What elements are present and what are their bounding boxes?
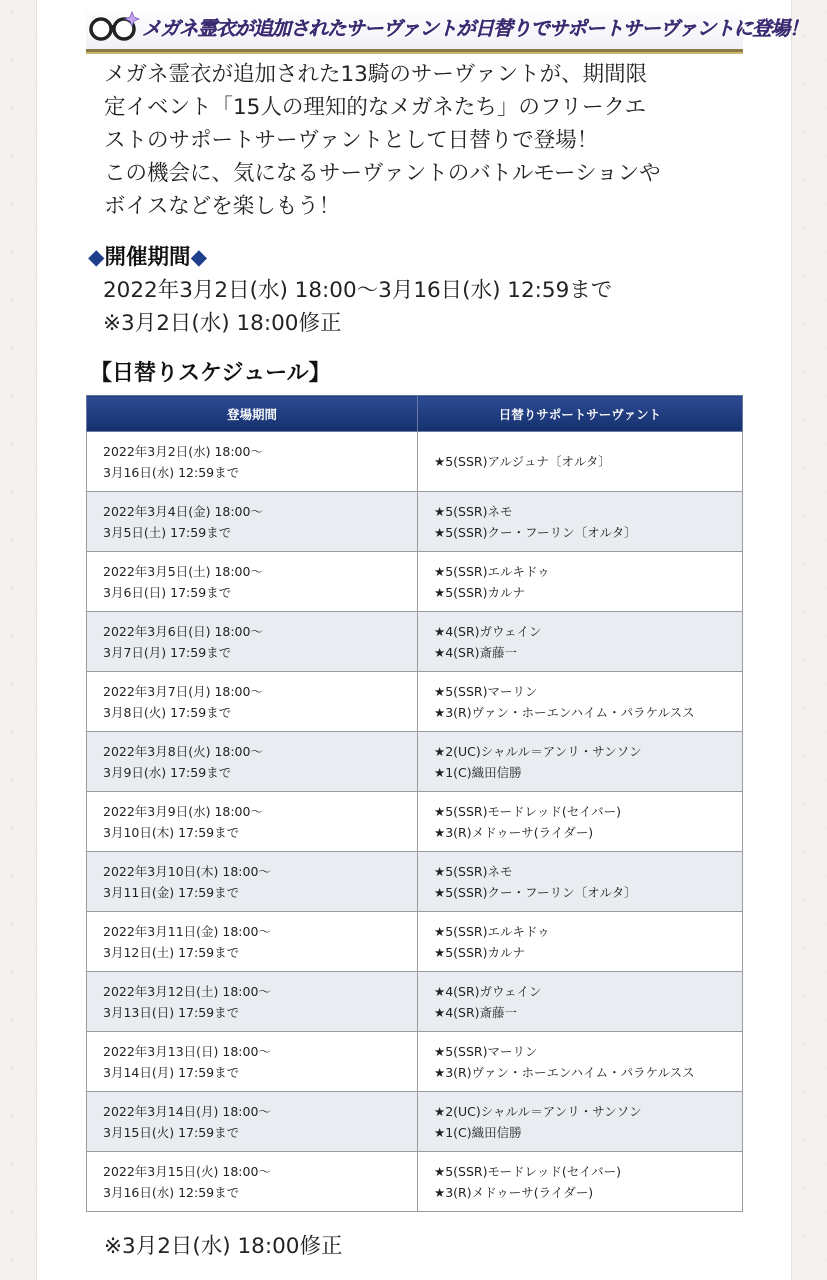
- servant-name: ★5(SSR)カルナ: [434, 944, 525, 960]
- period-cell: [87, 672, 418, 732]
- period-start: 2022年3月13日(日) 18:00～: [103, 1043, 271, 1059]
- servant-cell: [418, 612, 743, 672]
- table-row: [87, 852, 743, 912]
- table-row: [87, 732, 743, 792]
- servant-cell: [418, 552, 743, 612]
- diamond-icon: ◆: [88, 245, 105, 270]
- period-cell: [87, 852, 418, 912]
- servant-name: ★5(SSR)モードレッド(セイバー): [434, 1163, 621, 1179]
- period-heading: [88, 240, 207, 271]
- banner-title: メガネ霊衣が追加されたサーヴァントが日替りでサポートサーヴァントに登場！: [142, 17, 808, 40]
- servant-name: ★4(SR)ガウェイン: [434, 983, 542, 999]
- servant-name: ★3(R)メドゥーサ(ライダー): [434, 824, 594, 840]
- period-start: 2022年3月12日(土) 18:00～: [103, 983, 271, 999]
- servant-name: ★5(SSR)マーリン: [434, 683, 538, 699]
- table-row: [87, 1032, 743, 1092]
- table-row: [87, 432, 743, 492]
- servant-name: ★4(SR)斎藤一: [434, 644, 518, 660]
- servant-name: ★5(SSR)ネモ: [434, 863, 513, 879]
- servant-cell: [418, 912, 743, 972]
- servant-name: ★5(SSR)カルナ: [434, 584, 525, 600]
- servant-name: ★4(SR)斎藤一: [434, 1004, 518, 1020]
- period-start: 2022年3月10日(木) 18:00～: [103, 863, 271, 879]
- period-cell: [87, 612, 418, 672]
- intro-line: この機会に、気になるサーヴァントのバトルモーションや: [104, 161, 661, 186]
- period-start: 2022年3月7日(月) 18:00～: [103, 683, 263, 699]
- period-start: 2022年3月11日(金) 18:00～: [103, 923, 271, 939]
- period-end: 3月13日(日) 17:59まで: [103, 1004, 240, 1020]
- servant-name: ★2(UC)シャルル＝アンリ・サンソン: [434, 743, 642, 759]
- servant-name: ★2(UC)シャルル＝アンリ・サンソン: [434, 1103, 642, 1119]
- intro-line: ストのサポートサーヴァントとして日替りで登場！: [104, 128, 599, 153]
- period-start: 2022年3月4日(金) 18:00～: [103, 503, 263, 519]
- servant-name: ★1(C)織田信勝: [434, 1124, 522, 1140]
- intro-line: 定イベント「15人の理知的なメガネたち」のフリークエ: [104, 95, 647, 120]
- servant-name: ★5(SSR)エルキドゥ: [434, 923, 550, 939]
- period-end: 3月16日(水) 12:59まで: [103, 464, 240, 480]
- servant-name: ★5(SSR)クー・フーリン〔オルタ〕: [434, 884, 637, 900]
- servant-cell: [418, 792, 743, 852]
- servant-cell: [418, 972, 743, 1032]
- servant-name: ★5(SSR)クー・フーリン〔オルタ〕: [434, 524, 637, 540]
- intro-line: ボイスなどを楽しもう！: [104, 194, 341, 219]
- table-row: [87, 792, 743, 852]
- servant-name: ★3(R)メドゥーサ(ライダー): [434, 1184, 594, 1200]
- period-start: 2022年3月15日(火) 18:00～: [103, 1163, 271, 1179]
- banner: [86, 5, 808, 52]
- servant-name: ★5(SSR)ネモ: [434, 503, 513, 519]
- servant-cell: [418, 852, 743, 912]
- period-end: 3月16日(水) 12:59まで: [103, 1184, 240, 1200]
- servant-name: ★5(SSR)マーリン: [434, 1043, 538, 1059]
- servant-cell: [418, 672, 743, 732]
- period-end: 3月11日(金) 17:59まで: [103, 884, 240, 900]
- period-heading-label: 開催期間: [104, 245, 191, 270]
- period-end: 3月6日(日) 17:59まで: [103, 584, 232, 600]
- table-header-row: [87, 396, 743, 432]
- period-end: 3月7日(月) 17:59まで: [103, 644, 232, 660]
- table-row: [87, 1152, 743, 1212]
- diamond-icon: ◆: [190, 245, 208, 270]
- servant-name: ★4(SR)ガウェイン: [434, 623, 542, 639]
- period-range: 2022年3月2日(水) 18:00～3月16日(水) 12:59まで: [103, 278, 613, 303]
- table-row: [87, 552, 743, 612]
- servant-name: ★3(R)ヴァン・ホーエンハイム・パラケルスス: [434, 1064, 695, 1080]
- period-note: ※3月2日(水) 18:00修正: [103, 311, 342, 336]
- period-start: 2022年3月8日(火) 18:00～: [103, 743, 263, 759]
- period-start: 2022年3月5日(土) 18:00～: [103, 563, 263, 579]
- period-end: 3月9日(水) 17:59まで: [103, 764, 232, 780]
- servant-cell: [418, 1092, 743, 1152]
- period-cell: [87, 432, 418, 492]
- period-end: 3月8日(火) 17:59まで: [103, 704, 232, 720]
- servant-cell: [418, 732, 743, 792]
- period-cell: [87, 732, 418, 792]
- table-row: [87, 912, 743, 972]
- servant-cell: [418, 1032, 743, 1092]
- servant-name: ★5(SSR)エルキドゥ: [434, 563, 550, 579]
- servant-name: ★1(C)織田信勝: [434, 764, 522, 780]
- period-start: 2022年3月2日(水) 18:00～: [103, 443, 263, 459]
- period-cell: [87, 972, 418, 1032]
- servant-cell: [418, 432, 743, 492]
- period-cell: [87, 792, 418, 852]
- table-row: [87, 612, 743, 672]
- servant-name: ★5(SSR)アルジュナ〔オルタ〕: [434, 454, 611, 469]
- period-start: 2022年3月14日(月) 18:00～: [103, 1103, 271, 1119]
- column-header-period: 登場期間: [87, 396, 418, 432]
- column-header-servant: 日替りサポートサーヴァント: [418, 396, 743, 432]
- period-end: 3月15日(火) 17:59まで: [103, 1124, 240, 1140]
- table-row: [87, 492, 743, 552]
- period-end: 3月14日(月) 17:59まで: [103, 1064, 240, 1080]
- footnote: ※3月2日(水) 18:00修正: [104, 1234, 343, 1259]
- period-end: 3月5日(土) 17:59まで: [103, 524, 232, 540]
- glasses-icon: [86, 7, 142, 47]
- period-end: 3月12日(土) 17:59まで: [103, 944, 240, 960]
- period-cell: [87, 1092, 418, 1152]
- schedule-table: [86, 395, 743, 1212]
- table-row: [87, 672, 743, 732]
- intro-text: [104, 58, 754, 223]
- period-cell: [87, 912, 418, 972]
- period-cell: [87, 1152, 418, 1212]
- servant-cell: [418, 492, 743, 552]
- period-cell: [87, 552, 418, 612]
- intro-line: メガネ霊衣が追加された13騎のサーヴァントが、期間限: [104, 62, 648, 87]
- table-row: [87, 972, 743, 1032]
- servant-cell: [418, 1152, 743, 1212]
- period-end: 3月10日(木) 17:59まで: [103, 824, 240, 840]
- period-details: [103, 274, 612, 340]
- servant-name: ★3(R)ヴァン・ホーエンハイム・パラケルスス: [434, 704, 695, 720]
- table-row: [87, 1092, 743, 1152]
- period-start: 2022年3月6日(日) 18:00～: [103, 623, 263, 639]
- period-cell: [87, 1032, 418, 1092]
- servant-name: ★5(SSR)モードレッド(セイバー): [434, 803, 621, 819]
- period-cell: [87, 492, 418, 552]
- period-start: 2022年3月9日(水) 18:00～: [103, 803, 263, 819]
- schedule-heading: 【日替りスケジュール】: [90, 361, 331, 386]
